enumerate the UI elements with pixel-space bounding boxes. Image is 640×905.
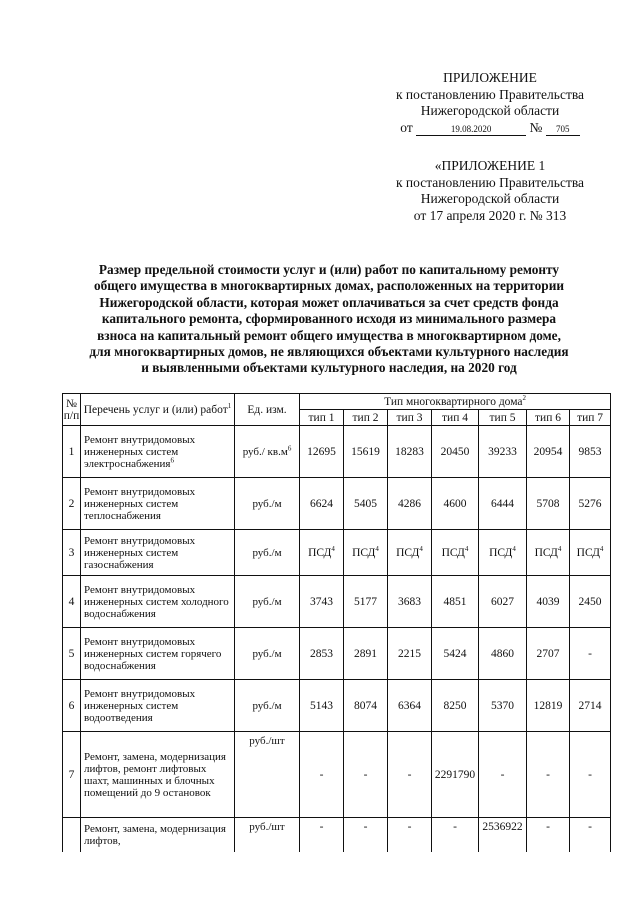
cost-value-text: 39233 xyxy=(488,445,517,458)
unit-text: руб./м xyxy=(252,497,282,510)
cost-value xyxy=(527,818,570,852)
table-row xyxy=(63,576,611,628)
appendix1-line2: Нижегородской области xyxy=(420,191,560,206)
cost-value xyxy=(388,576,432,628)
type-header: тип 3 xyxy=(388,410,432,426)
unit-text: руб./шт xyxy=(249,735,285,747)
cost-value-text: ПСД xyxy=(396,546,420,559)
cost-value-text: 4851 xyxy=(443,595,467,608)
service-name xyxy=(81,530,235,576)
title-line: взноса на капитальный ремонт общего имущества в многоквартирном доме, xyxy=(97,327,561,343)
row-number: 6 xyxy=(63,680,81,732)
cost-value-text: 4600 xyxy=(443,497,467,510)
cost-value-text: 20450 xyxy=(440,445,470,458)
type-header: тип 1 xyxy=(300,410,344,426)
unit-text: руб./м xyxy=(252,699,282,712)
decree-number: 705 xyxy=(546,124,580,136)
row-number: 2 xyxy=(63,478,81,530)
cost-value xyxy=(432,680,479,732)
title-line: и выявленными объектами культурного наследия, на 2020 год xyxy=(141,360,517,376)
unit-cell xyxy=(235,628,300,680)
cost-value xyxy=(432,628,479,680)
number-label: № xyxy=(529,119,543,135)
cost-value-text: 3743 xyxy=(310,595,333,608)
cost-value xyxy=(344,530,388,576)
cost-value xyxy=(527,530,570,576)
unit-text: руб./м xyxy=(252,595,282,608)
service-name-text: Ремонт внутридомовых инженерных систем холодного водоснабжения xyxy=(84,583,229,620)
cost-value-text: ПСД xyxy=(489,546,513,559)
service-name-text: Ремонт внутридомовых инженерных систем горячего водоснабжения xyxy=(84,635,222,672)
cost-value-text: 2853 xyxy=(310,647,333,660)
appendix-date-line xyxy=(370,120,610,137)
cost-value xyxy=(388,680,432,732)
unit-text: руб./м xyxy=(252,647,282,660)
footnote-mark: 4 xyxy=(599,544,604,553)
cost-value xyxy=(432,478,479,530)
from-label: от xyxy=(400,119,413,135)
cost-value xyxy=(527,680,570,732)
cost-value xyxy=(344,732,388,818)
table-row xyxy=(63,478,611,530)
cost-value-text: 6027 xyxy=(491,595,514,608)
cost-value xyxy=(344,680,388,732)
cost-value xyxy=(344,478,388,530)
cost-value xyxy=(570,530,611,576)
unit-cell xyxy=(235,530,300,576)
table-row xyxy=(63,628,611,680)
cost-value-text: ПСД xyxy=(534,546,558,559)
cost-value-text: 2215 xyxy=(398,647,421,660)
cost-value-text: 18283 xyxy=(395,445,424,458)
service-name-text: Ремонт, замена, модернизация лифтов, ремонт лифтовых шахт, машинных и блочных помещений до 9 остановок xyxy=(84,750,226,799)
footnote-mark: 6 xyxy=(287,443,292,452)
table-body xyxy=(63,426,611,852)
type-header: тип 5 xyxy=(479,410,527,426)
footnote-mark: 4 xyxy=(331,544,335,553)
cost-value xyxy=(570,732,611,818)
cost-value xyxy=(479,576,527,628)
cost-value-text: 6444 xyxy=(491,497,514,510)
cost-value xyxy=(388,818,432,852)
unit-cell xyxy=(235,426,300,478)
cost-value xyxy=(570,576,611,628)
cost-value-text: 6364 xyxy=(398,699,421,712)
title-line: общего имущества в многоквартирных домах, расположенных на территории xyxy=(93,278,565,294)
cost-table xyxy=(62,393,611,852)
table-row xyxy=(63,426,611,478)
cost-value xyxy=(300,478,344,530)
cost-value-text: - xyxy=(588,821,592,833)
unit-text: руб./м xyxy=(252,546,282,559)
document-title xyxy=(40,262,618,377)
appendix1-title: «ПРИЛОЖЕНИЕ 1 xyxy=(434,158,546,173)
cost-value-text: - xyxy=(588,768,592,781)
cost-value-text: - xyxy=(319,821,324,833)
cost-value-text: - xyxy=(588,647,592,660)
cost-value-text: 2707 xyxy=(536,647,560,660)
unit-cell xyxy=(235,732,300,818)
appendix-line1: к постановлению Правительства xyxy=(395,86,585,102)
cost-value-text: - xyxy=(363,768,368,781)
cost-value xyxy=(527,576,570,628)
cost-value-text: 2536922 xyxy=(482,821,523,833)
cost-value xyxy=(300,426,344,478)
cost-value-text: 2891 xyxy=(354,647,377,660)
cost-value xyxy=(388,478,432,530)
footnote-mark: 4 xyxy=(375,544,379,553)
footnote-mark: 4 xyxy=(464,544,469,553)
row-number: 5 xyxy=(63,628,81,680)
cost-value-text: 2291790 xyxy=(434,768,476,781)
service-name xyxy=(81,576,235,628)
service-name xyxy=(81,628,235,680)
cost-value xyxy=(527,732,570,818)
cost-value-text: ПСД xyxy=(441,546,465,559)
cost-value xyxy=(344,818,388,852)
cost-value-text: 15619 xyxy=(351,445,380,458)
cost-value-text: 5276 xyxy=(578,497,602,510)
cost-value xyxy=(570,818,611,852)
cost-value-text: 2450 xyxy=(578,595,602,608)
title-line: для многоквартирных домов, не являющихся объектами культурного наследия xyxy=(89,344,569,360)
cost-value xyxy=(300,680,344,732)
unit-cell xyxy=(235,576,300,628)
unit-cell xyxy=(235,818,300,852)
cost-value-text: 8074 xyxy=(354,699,377,712)
cost-value xyxy=(479,818,527,852)
cost-value xyxy=(388,628,432,680)
cost-value xyxy=(570,426,611,478)
unit-cell xyxy=(235,680,300,732)
cost-value xyxy=(479,530,527,576)
cost-value-text: - xyxy=(407,821,412,833)
cost-value xyxy=(432,732,479,818)
col-header-unit: Ед. изм. xyxy=(235,394,300,426)
unit-text: руб./ кв.м xyxy=(242,445,288,458)
cost-value-text: 12695 xyxy=(307,445,336,458)
cost-value-text: 3683 xyxy=(398,595,421,608)
cost-value xyxy=(388,530,432,576)
service-name xyxy=(81,818,235,852)
cost-value xyxy=(479,426,527,478)
service-name xyxy=(81,732,235,818)
table-row xyxy=(63,530,611,576)
col-header-list: Перечень услуг и (или) работ$^1$ xyxy=(81,394,235,426)
type-header: тип 4 xyxy=(432,410,479,426)
service-name xyxy=(81,426,235,478)
cost-value-text: - xyxy=(546,768,550,781)
row-number: 3 xyxy=(63,530,81,576)
cost-value xyxy=(479,732,527,818)
cost-value xyxy=(300,628,344,680)
cost-value-text: - xyxy=(546,821,550,833)
cost-value xyxy=(527,426,570,478)
title-line: капитального ремонта, сформированного исходя из минимального размера xyxy=(101,311,557,327)
title-line: Нижегородской области, которая может оплачиваться за счет средств фонда xyxy=(99,294,559,310)
cost-value-text: ПСД xyxy=(352,546,376,559)
type-header: тип 7 xyxy=(570,410,611,426)
decree-date: 19.08.2020 xyxy=(416,124,526,136)
unit-cell xyxy=(235,478,300,530)
appendix-line2: Нижегородской области xyxy=(420,103,560,118)
appendix1-header xyxy=(370,158,610,224)
cost-value xyxy=(432,530,479,576)
appendix1-line1: к постановлению Правительства xyxy=(395,174,585,190)
cost-value-text: - xyxy=(363,821,368,833)
cost-value xyxy=(527,628,570,680)
cost-value xyxy=(570,680,611,732)
service-name-text: Ремонт внутридомовых инженерных систем теплоснабжения xyxy=(84,485,196,522)
cost-value xyxy=(300,732,344,818)
appendix-title: ПРИЛОЖЕНИЕ xyxy=(443,70,537,85)
cost-value-text: 5143 xyxy=(310,699,333,712)
cost-value-text: 5708 xyxy=(536,497,560,510)
cost-value xyxy=(300,818,344,852)
col-header-types: Тип многоквартирного дома$^2$ xyxy=(300,394,611,410)
cost-value-text: ПСД xyxy=(308,546,332,559)
row-number: 7 xyxy=(63,732,81,818)
table-row xyxy=(63,818,611,852)
cost-value-text: - xyxy=(500,768,505,781)
cost-table-wrapper xyxy=(62,393,610,852)
cost-value-text: 5405 xyxy=(354,497,377,510)
cost-value-text: - xyxy=(407,768,412,781)
cost-value-text: 9853 xyxy=(578,445,602,458)
cost-value-text: 4286 xyxy=(398,497,421,510)
type-header: тип 6 xyxy=(527,410,570,426)
cost-value-text: 4039 xyxy=(536,595,560,608)
footnote-mark: 4 xyxy=(557,544,562,553)
service-name-text: Ремонт внутридомовых инженерных систем электроснабжения xyxy=(84,433,196,470)
cost-value xyxy=(479,478,527,530)
row-number xyxy=(63,818,81,852)
cost-value xyxy=(344,628,388,680)
cost-value-text: 5177 xyxy=(354,595,377,608)
cost-value-text: 5370 xyxy=(491,699,514,712)
cost-value xyxy=(344,576,388,628)
cost-value xyxy=(300,530,344,576)
footnote-mark: 6 xyxy=(170,455,174,464)
table-row xyxy=(63,732,611,818)
cost-value xyxy=(570,628,611,680)
service-name-text: Ремонт внутридомовых инженерных систем водоотведения xyxy=(84,687,196,724)
cost-value-text: ПСД xyxy=(576,546,600,559)
cost-value-text: 12819 xyxy=(533,699,563,712)
cost-value-text: - xyxy=(319,768,324,781)
cost-value xyxy=(570,478,611,530)
footnote-mark: 4 xyxy=(419,544,423,553)
service-name-text: Ремонт, замена, модернизация лифтов, xyxy=(84,822,226,847)
service-name xyxy=(81,478,235,530)
cost-value xyxy=(479,680,527,732)
row-number: 1 xyxy=(63,426,81,478)
cost-value xyxy=(432,426,479,478)
cost-value xyxy=(388,426,432,478)
table-row xyxy=(63,680,611,732)
cost-value xyxy=(300,576,344,628)
service-name-text: Ремонт внутридомовых инженерных систем газоснабжения xyxy=(84,534,196,571)
appendix1-line3: от 17 апреля 2020 г. № 313 xyxy=(413,207,567,223)
footnote-mark: 4 xyxy=(512,544,516,553)
type-header: тип 2 xyxy=(344,410,388,426)
cost-value xyxy=(432,576,479,628)
cost-value xyxy=(388,732,432,818)
service-name xyxy=(81,680,235,732)
cost-value-text: 6624 xyxy=(310,497,333,510)
cost-value xyxy=(432,818,479,852)
cost-value-text: 20954 xyxy=(533,445,563,458)
cost-value xyxy=(344,426,388,478)
cost-value-text: 8250 xyxy=(443,699,467,712)
appendix-header xyxy=(370,70,610,136)
col-header-no: № п/п xyxy=(63,394,81,426)
cost-value-text: 2714 xyxy=(578,699,602,712)
cost-value-text: 5424 xyxy=(443,647,467,660)
title-line: Размер предельной стоимости услуг и (или) работ по капитальному ремонту xyxy=(98,262,560,277)
unit-text: руб./шт xyxy=(249,821,285,833)
cost-value-text: 4860 xyxy=(491,647,514,660)
cost-value xyxy=(479,628,527,680)
row-number: 4 xyxy=(63,576,81,628)
cost-value-text: - xyxy=(453,821,457,833)
cost-value xyxy=(527,478,570,530)
